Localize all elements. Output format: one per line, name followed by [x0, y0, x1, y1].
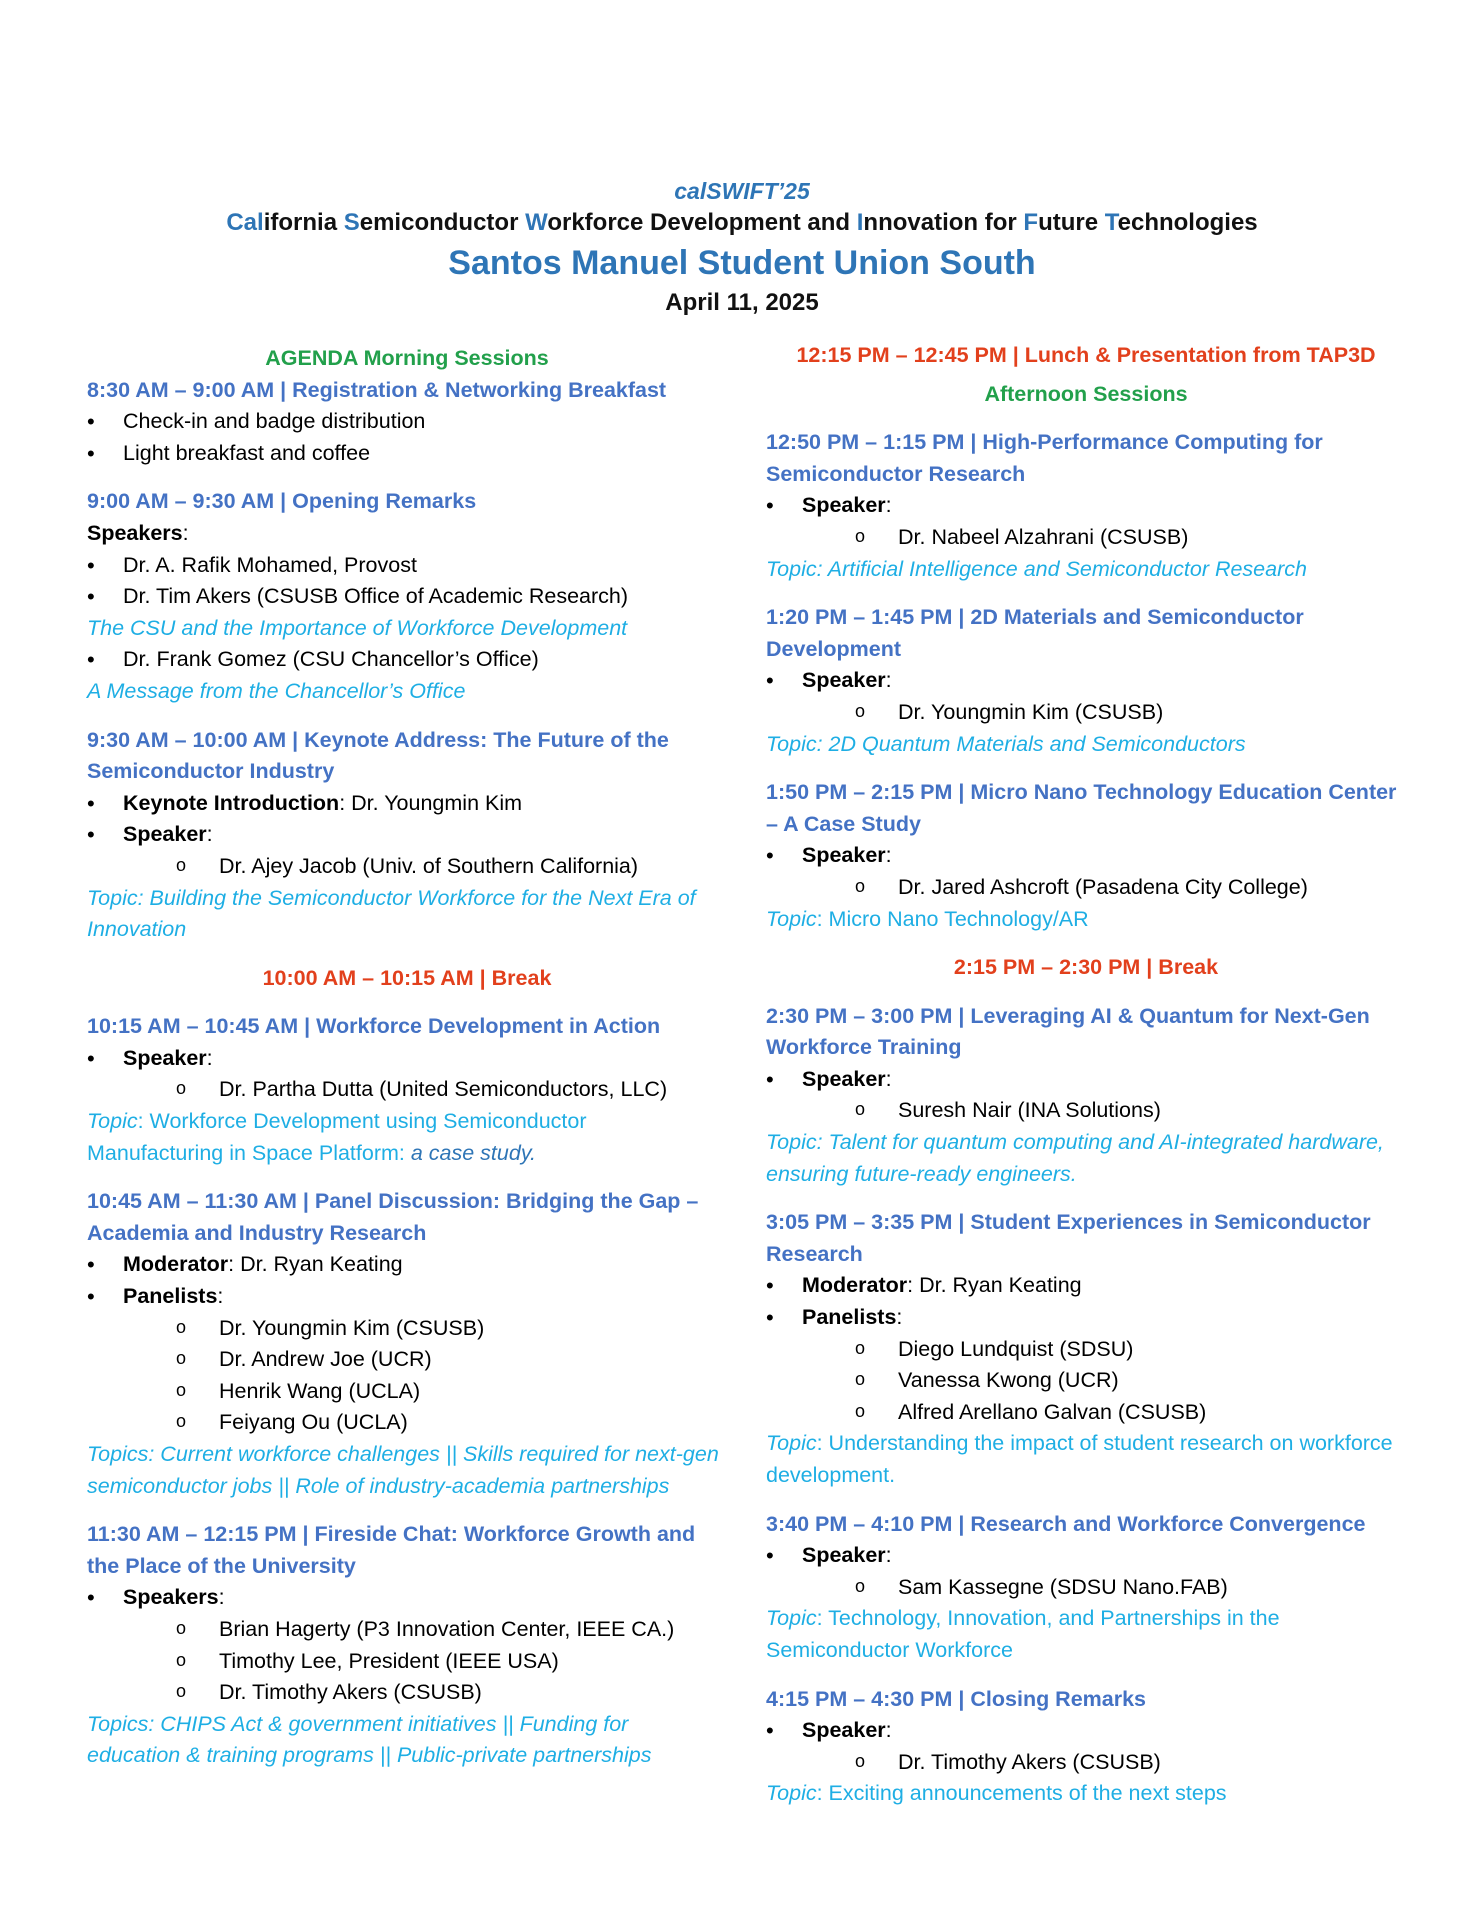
subtitle-cap: Cal — [226, 209, 264, 236]
speaker-item: o Dr. Jared Ashcroft (Pasadena City College) — [766, 872, 1406, 904]
speaker-item: o Dr. Ajey Jacob (Univ. of Southern California) — [87, 851, 727, 883]
subtitle-rest: nnovation for — [863, 209, 1024, 236]
subtitle-rest: emiconductor — [359, 209, 526, 236]
moderator-label: Moderator — [123, 1252, 229, 1277]
topic-suffix: a case study. — [410, 1140, 536, 1165]
moderator-line — [87, 1249, 727, 1281]
speaker-label: Speaker — [802, 668, 886, 693]
speakers-label: Speakers — [87, 520, 183, 545]
session-topic — [766, 1428, 1406, 1491]
speaker-label: Speaker — [123, 1045, 207, 1070]
session-topic: Topics: Current workforce challenges || Skills required for next-gen semiconductor jobs || Role of industry-academia partnerships — [87, 1442, 719, 1498]
speaker-label: Speaker — [123, 822, 207, 847]
subtitle-rest: echnologies — [1117, 209, 1258, 236]
speakers-line: • Speakers: — [87, 1582, 727, 1614]
speakers-line: Speakers: — [87, 520, 189, 545]
speaker-item: o Dr. Youngmin Kim (CSUSB) — [766, 697, 1406, 729]
venue-title: Santos Manuel Student Union South — [448, 244, 1036, 282]
session-keynote — [87, 725, 727, 946]
speaker-line: • Speaker: — [766, 840, 1406, 872]
subtitle-cap: F — [1023, 209, 1039, 236]
panelists-label: Panelists — [802, 1305, 897, 1330]
moderator-value: : Dr. Ryan Keating — [228, 1252, 403, 1277]
session-micro-nano — [766, 777, 1406, 935]
subtitle-rest: ifornia — [263, 209, 344, 236]
speaker-item: o Sam Kassegne (SDSU Nano.FAB) — [766, 1572, 1406, 1604]
speaker-item: o Dr. Timothy Akers (CSUSB) — [87, 1677, 727, 1709]
agenda-header — [0, 176, 1484, 320]
moderator-line — [766, 1270, 1406, 1302]
session-fireside-chat — [87, 1519, 727, 1772]
panelist-item: o Dr. Youngmin Kim (CSUSB) — [87, 1313, 727, 1345]
panelist-item: o Henrik Wang (UCLA) — [87, 1376, 727, 1408]
session-topic: Topic: 2D Quantum Materials and Semiconductors — [766, 731, 1246, 756]
topic-prefix: Topic — [766, 1606, 817, 1631]
event-date: April 11, 2025 — [665, 289, 819, 316]
speakers-label: Speakers — [123, 1585, 219, 1610]
lunch-heading: 12:15 PM – 12:45 PM | Lunch & Presentation from TAP3D — [796, 343, 1376, 367]
topic-prefix: Topic — [766, 1781, 817, 1806]
morning-column — [87, 343, 727, 1772]
panelist-item: o Diego Lundquist (SDSU) — [766, 1334, 1406, 1366]
intro-value: : Dr. Youngmin Kim — [339, 790, 523, 815]
speaker-line: • Speaker: — [766, 1540, 1406, 1572]
afternoon-column — [766, 340, 1406, 1810]
intro-label: Keynote Introduction — [123, 790, 340, 815]
session-research-convergence — [766, 1509, 1406, 1667]
session-topic — [766, 1778, 1406, 1810]
session-title: 4:15 PM – 4:30 PM | Closing Remarks — [766, 1686, 1147, 1711]
session-title: 1:20 PM – 1:45 PM | 2D Materials and Semiconductor Development — [766, 605, 1304, 661]
session-opening-remarks — [87, 486, 727, 707]
session-topic — [766, 904, 1406, 936]
speaker-line: • Speaker: — [766, 665, 1406, 697]
session-title: 10:45 AM – 11:30 AM | Panel Discussion: Bridging the Gap – Academia and Industry Research — [87, 1189, 699, 1245]
topic-body: : Technology, Innovation, and Partnerships in the Semiconductor Workforce — [766, 1606, 1280, 1662]
conference-subtitle — [0, 206, 1484, 240]
session-title: 2:30 PM – 3:00 PM | Leveraging AI & Quantum for Next-Gen Workforce Training — [766, 1003, 1370, 1060]
speaker-item: o Timothy Lee, President (IEEE USA) — [87, 1646, 727, 1678]
speaker-line: • Speaker: — [87, 1043, 727, 1075]
session-topic: Topic: Building the Semiconductor Workforce for the Next Era of Innovation — [87, 885, 696, 942]
speaker-item: • Dr. Frank Gomez (CSU Chancellor’s Office) — [87, 644, 727, 676]
speaker-item: o Dr. Timothy Akers (CSUSB) — [766, 1747, 1406, 1779]
session-topic: A Message from the Chancellor’s Office — [87, 678, 466, 703]
session-2d-materials — [766, 602, 1406, 760]
topic-prefix: Topic — [766, 906, 817, 931]
speaker-item: o Brian Hagerty (P3 Innovation Center, IEEE CA.) — [87, 1614, 727, 1646]
moderator-value: : Dr. Ryan Keating — [907, 1273, 1082, 1298]
list-item: • Light breakfast and coffee — [87, 438, 727, 470]
session-ai-quantum — [766, 1001, 1406, 1191]
session-panel-discussion — [87, 1186, 727, 1502]
subtitle-rest: uture — [1038, 209, 1105, 236]
topic-body: : Exciting announcements of the next steps — [816, 1781, 1227, 1806]
topic-body: : Micro Nano Technology/AR — [816, 906, 1089, 931]
session-title: 1:50 PM – 2:15 PM | Micro Nano Technology Education Center – A Case Study — [766, 780, 1397, 836]
session-title: 3:05 PM – 3:35 PM | Student Experiences in Semiconductor Research — [766, 1210, 1371, 1266]
topic-prefix: Topic — [87, 1109, 138, 1134]
morning-heading: AGENDA Morning Sessions — [265, 346, 549, 370]
subtitle-cap: T — [1104, 209, 1118, 236]
topic-body: : Understanding the impact of student research on workforce development. — [766, 1431, 1393, 1487]
speaker-label: Speaker — [802, 1066, 886, 1091]
session-registration — [87, 375, 727, 470]
subtitle-cap: I — [856, 209, 864, 236]
subtitle-cap: S — [343, 209, 360, 236]
session-hpc — [766, 427, 1406, 585]
speaker-line: • Speaker: — [87, 819, 727, 851]
speaker-item: o Suresh Nair (INA Solutions) — [766, 1095, 1406, 1127]
break-heading: 10:00 AM – 10:15 AM | Break — [262, 965, 552, 990]
panelists-line: • Panelists: — [87, 1281, 727, 1313]
session-topic — [87, 1106, 727, 1169]
conference-title: calSWIFT’25 — [674, 178, 810, 204]
session-topic — [766, 1603, 1406, 1666]
speaker-item: • Dr. A. Rafik Mohamed, Provost — [87, 550, 727, 582]
session-title: 9:00 AM – 9:30 AM | Opening Remarks — [87, 489, 477, 514]
break-heading: 2:15 PM – 2:30 PM | Break — [953, 955, 1219, 980]
session-title: 12:50 PM – 1:15 PM | High-Performance Computing for Semiconductor Research — [766, 430, 1323, 486]
speaker-label: Speaker — [802, 493, 886, 518]
session-topic: Topic: Artificial Intelligence and Semiconductor Research — [766, 556, 1307, 581]
session-title: 11:30 AM – 12:15 PM | Fireside Chat: Workforce Growth and the Place of the University — [87, 1522, 696, 1578]
speaker-line: • Speaker: — [766, 1064, 1406, 1096]
session-topic: Topics: CHIPS Act & government initiatives || Funding for education & training programs || Public-private partnerships — [87, 1711, 652, 1768]
panelists-line: • Panelists: — [766, 1302, 1406, 1334]
session-title: 8:30 AM – 9:00 AM | Registration & Networking Breakfast — [87, 377, 667, 402]
session-student-experiences — [766, 1207, 1406, 1491]
session-closing-remarks — [766, 1684, 1406, 1810]
speaker-line: • Speaker: — [766, 1715, 1406, 1747]
afternoon-heading: Afternoon Sessions — [984, 381, 1188, 406]
moderator-label: Moderator — [802, 1273, 908, 1298]
session-title: 9:30 AM – 10:00 AM | Keynote Address: The Future of the Semiconductor Industry — [87, 727, 669, 784]
speaker-item: • Dr. Tim Akers (CSUSB Office of Academic Research) — [87, 581, 727, 613]
speaker-label: Speaker — [802, 1543, 886, 1568]
panelists-label: Panelists — [123, 1284, 218, 1309]
session-title: 3:40 PM – 4:10 PM | Research and Workforce Convergence — [766, 1511, 1366, 1536]
panelist-item: o Feiyang Ou (UCLA) — [87, 1407, 727, 1439]
speaker-item: o Dr. Partha Dutta (United Semiconductors, LLC) — [87, 1074, 727, 1106]
session-workforce-action — [87, 1011, 727, 1169]
topic-prefix: Topic — [766, 1431, 817, 1456]
keynote-intro — [87, 788, 727, 820]
session-topic: Topic: Talent for quantum computing and AI-integrated hardware, ensuring future-ready engineers. — [766, 1130, 1384, 1186]
subtitle-rest: orkforce Development and — [547, 209, 857, 236]
session-title: 10:15 AM – 10:45 AM | Workforce Development in Action — [87, 1014, 661, 1039]
speaker-line: • Speaker: — [766, 490, 1406, 522]
panelist-item: o Alfred Arellano Galvan (CSUSB) — [766, 1397, 1406, 1429]
panelist-item: o Vanessa Kwong (UCR) — [766, 1365, 1406, 1397]
speaker-item: o Dr. Nabeel Alzahrani (CSUSB) — [766, 522, 1406, 554]
panelist-item: o Dr. Andrew Joe (UCR) — [87, 1344, 727, 1376]
subtitle-cap: W — [525, 209, 548, 236]
topic-body: : Workforce Development using Semiconductor Manufacturing in Space Platform: — [87, 1109, 587, 1165]
speaker-label: Speaker — [802, 843, 886, 868]
session-topic: The CSU and the Importance of Workforce Development — [87, 615, 628, 640]
list-item: • Check-in and badge distribution — [87, 406, 727, 438]
speaker-label: Speaker — [802, 1718, 886, 1743]
